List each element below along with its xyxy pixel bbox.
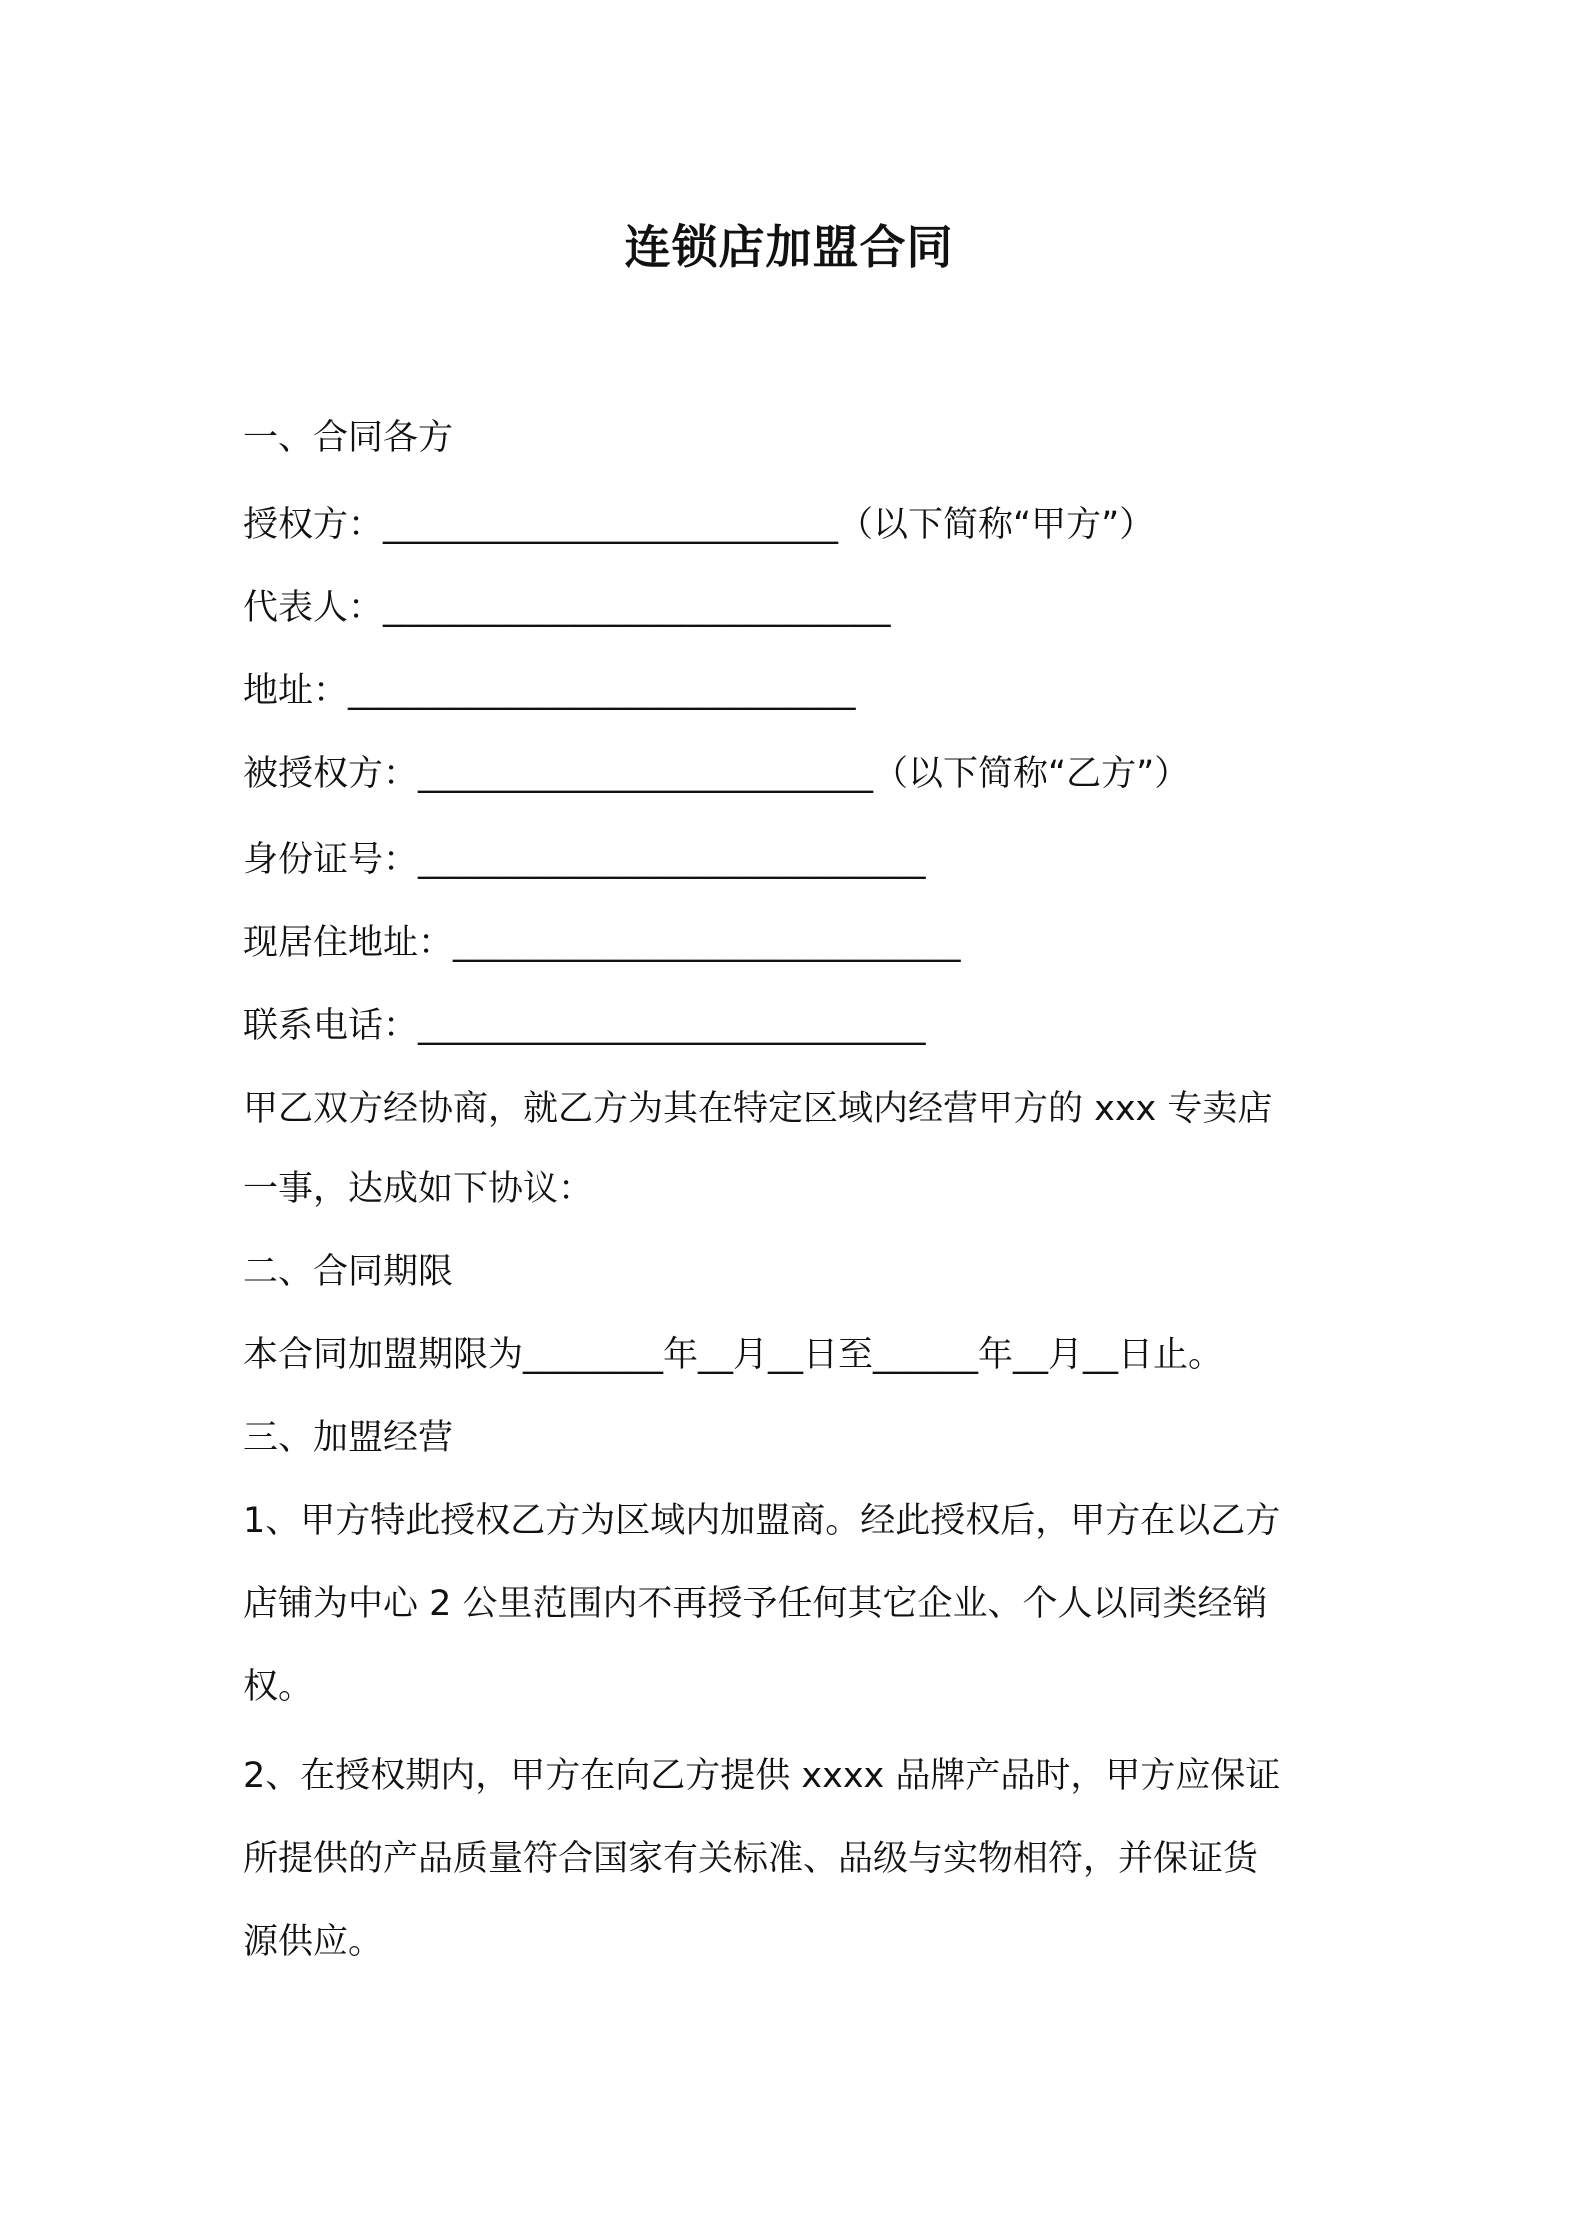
address-line: 地址：_____________________________ bbox=[243, 671, 856, 711]
document-title: 连锁店加盟合同 bbox=[624, 220, 954, 274]
phone-line: 联系电话：_____________________________ bbox=[243, 1006, 926, 1046]
term-line: 本合同加盟期限为________年__月__日至______年__月__日止。 bbox=[243, 1335, 1224, 1375]
intro-paragraph-line-1: 甲乙双方经协商，就乙方为其在特定区域内经营甲方的 xxx 专卖店 bbox=[243, 1089, 1273, 1129]
id-number-line: 身份证号：_____________________________ bbox=[243, 840, 926, 880]
clause-1-line-2: 店铺为中心 2 公里范围内不再授予任何其它企业、个人以同类经销 bbox=[243, 1584, 1268, 1624]
residence-address-line: 现居住地址：_____________________________ bbox=[243, 923, 961, 963]
clause-2-line-2: 所提供的产品质量符合国家有关标准、品级与实物相符，并保证货 bbox=[243, 1839, 1259, 1879]
section-heading-parties: 一、合同各方 bbox=[243, 418, 454, 458]
clause-2-line-3: 源供应。 bbox=[243, 1922, 384, 1962]
section-heading-operation: 三、加盟经营 bbox=[243, 1418, 454, 1458]
representative-line: 代表人：_____________________________ bbox=[243, 588, 891, 628]
licensor-line: 授权方：__________________________（以下简称“甲方”） bbox=[243, 505, 1155, 545]
clause-1-line-1: 1、甲方特此授权乙方为区域内加盟商。经此授权后，甲方在以乙方 bbox=[243, 1501, 1281, 1541]
intro-paragraph-line-2: 一事，达成如下协议： bbox=[243, 1169, 594, 1209]
section-heading-term: 二、合同期限 bbox=[243, 1252, 454, 1292]
licensee-line: 被授权方：__________________________（以下简称“乙方”） bbox=[243, 754, 1190, 794]
clause-2-line-1: 2、在授权期内，甲方在向乙方提供 xxxx 品牌产品时，甲方应保证 bbox=[243, 1756, 1281, 1796]
clause-1-line-3: 权。 bbox=[243, 1667, 314, 1707]
